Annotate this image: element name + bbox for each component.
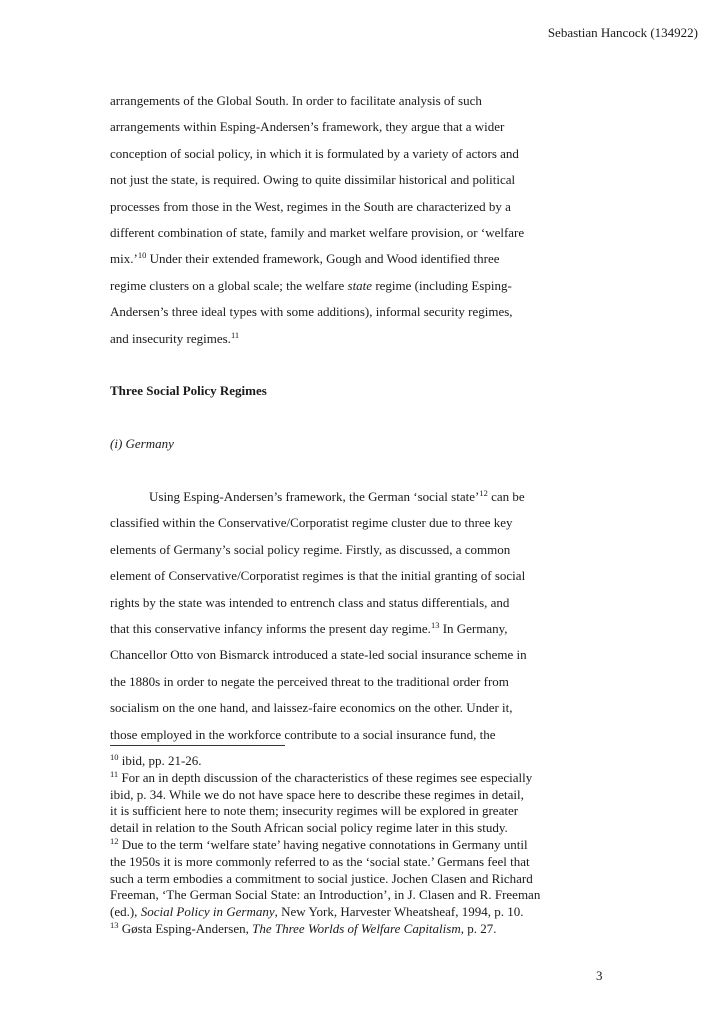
footnote-13 xyxy=(110,921,630,938)
footnote-text: Gøsta Esping-Andersen, xyxy=(118,920,253,936)
running-header: Sebastian Hancock (134922) xyxy=(547,25,698,40)
body-text-run: regime (including Esping- xyxy=(372,277,512,293)
body-text-run: Under their extended framework, Gough and Wood identified three xyxy=(146,251,500,267)
emphasis-text: state xyxy=(347,277,373,293)
body-line: arrangements within Esping-Andersen’s framework, they argue that a wider xyxy=(110,119,505,135)
blank-line xyxy=(110,458,615,484)
body-text-run: regime clusters on a global scale; the welfare xyxy=(110,277,348,293)
footnote-text: For an in depth discussion of the characteristics of these regimes see especially xyxy=(118,769,533,785)
footnote-number: 11 xyxy=(110,768,119,779)
footnote-number: 13 xyxy=(110,919,119,930)
footnote-number: 10 xyxy=(110,752,119,762)
footnote-number: 12 xyxy=(110,835,119,846)
body-text-run: mix.’ xyxy=(110,251,138,267)
emphasis-text: The Three Worlds of Welfare Capitalism, xyxy=(252,920,464,936)
footnote-11 xyxy=(110,770,630,787)
footnote-line xyxy=(110,904,630,921)
body-line: Chancellor Otto von Bismarck introduced a state-led social insurance scheme in xyxy=(110,647,527,663)
body-line: rights by the state was intended to entrench class and status differentials, and xyxy=(110,594,510,610)
footnote-12 xyxy=(110,837,630,854)
subsection-heading: (i) Germany xyxy=(110,436,174,452)
body-line xyxy=(110,326,615,352)
footnote-text: p. 27. xyxy=(463,920,497,936)
blank-line xyxy=(110,405,615,431)
body-line xyxy=(110,616,615,642)
page-number: 3 xyxy=(596,968,603,983)
footnote-line: it is sufficient here to note them; insecurity regimes will be explored in greater xyxy=(110,803,519,819)
footnote-line: detail in relation to the South African social policy regime later in this study. xyxy=(110,820,508,836)
footnote-line: such a term embodies a commitment to social justice. Jochen Clasen and Richard xyxy=(110,870,533,886)
footnote-text: (ed.), xyxy=(110,904,141,920)
body-line xyxy=(110,246,615,272)
body-line: classified within the Conservative/Corporatist regime cluster due to three key xyxy=(110,515,513,531)
footnote-10 xyxy=(110,753,630,770)
body-text-run: that this conservative infancy informs the present day regime. xyxy=(110,621,431,637)
footnote-line: ibid, p. 34. While we do not have space here to describe these regimes in detail, xyxy=(110,786,524,802)
body-text xyxy=(110,88,615,748)
footnote-ref: 13 xyxy=(430,620,440,631)
body-line: those employed in the workforce contribute to a social insurance fund, the xyxy=(110,726,496,742)
body-line: Andersen’s three ideal types with some additions), informal security regimes, xyxy=(110,304,513,320)
footnotes xyxy=(110,753,630,938)
body-line: arrangements of the Global South. In order to facilitate analysis of such xyxy=(110,93,482,108)
footnote-separator xyxy=(110,745,285,746)
body-line: element of Conservative/Corporatist regimes is that the initial granting of social xyxy=(110,568,526,584)
footnote-text: , New York, Harvester Wheatsheaf, 1994, p. 10. xyxy=(274,904,524,920)
body-line: socialism on the one hand, and laissez-faire economics on the other. Under it, xyxy=(110,700,513,716)
body-text-run: can be xyxy=(487,489,525,505)
body-line: not just the state, is required. Owing to quite dissimilar historical and political xyxy=(110,172,516,188)
body-line: processes from those in the West, regimes in the South are characterized by a xyxy=(110,198,511,214)
blank-line xyxy=(110,352,615,378)
footnote-ref: 11 xyxy=(230,329,240,340)
body-text-run: In Germany, xyxy=(439,621,508,637)
footnote-text: ibid, pp. 21-26. xyxy=(118,753,202,768)
body-line: the 1880s in order to negate the perceived threat to the traditional order from xyxy=(110,673,509,689)
body-line: different combination of state, family and market welfare provision, or ‘welfare xyxy=(110,225,525,241)
footnote-ref: 12 xyxy=(479,488,488,499)
footnote-ref: 10 xyxy=(137,250,147,261)
emphasis-text: Social Policy in Germany xyxy=(140,904,275,920)
body-text-run: and insecurity regimes. xyxy=(110,330,231,346)
body-text-run: Using Esping-Andersen’s framework, the German ‘social state’ xyxy=(149,489,480,505)
footnote-text: Due to the term ‘welfare state’ having negative connotations in Germany until xyxy=(118,836,528,852)
body-line xyxy=(110,273,615,299)
footnote-line: the 1950s it is more commonly referred to as the ‘social state.’ Germans feel that xyxy=(110,853,530,869)
footnote-line: Freeman, ‘The German Social State: an Introduction’, in J. Clasen and R. Freeman xyxy=(110,887,541,903)
body-line xyxy=(110,484,615,510)
body-line: elements of Germany’s social policy regime. Firstly, as discussed, a common xyxy=(110,541,511,557)
section-heading: Three Social Policy Regimes xyxy=(110,383,267,399)
body-line: conception of social policy, in which it is formulated by a variety of actors and xyxy=(110,145,519,161)
